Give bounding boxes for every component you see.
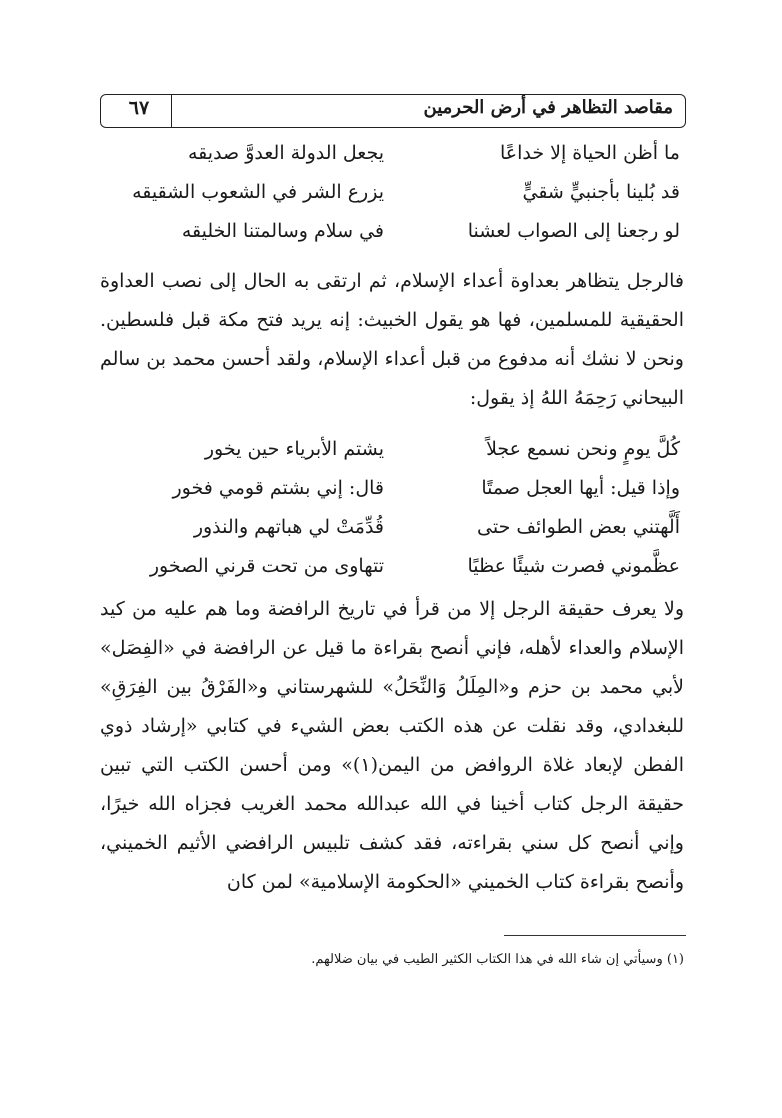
- header-divider: [171, 95, 172, 127]
- poem-block-1: [100, 134, 684, 251]
- verse: [100, 547, 684, 586]
- footnote: (١) وسيأتي إن شاء الله في هذا الكتاب الكثير الطيب في بيان ضلالهم.: [311, 952, 684, 967]
- hemistich-right: وإذا قيل: أيها العجل صمتًا: [481, 477, 680, 499]
- page-header: [100, 94, 686, 128]
- verse: [100, 430, 684, 469]
- page-number: ٦٧: [128, 97, 150, 119]
- verse: [100, 173, 684, 212]
- hemistich-right: عظَّموني فصرت شيئًا عظيًا: [467, 555, 680, 577]
- hemistich-right: ما أظن الحياة إلا خداعًا: [499, 142, 680, 164]
- hemistich-left: قُدِّمَتْ لي هباتهم والنذور: [193, 516, 384, 538]
- footnote-separator: [504, 935, 686, 936]
- hemistich-right: قد بُلينا بأجنبيٍّ شقيٍّ: [522, 181, 680, 203]
- verse: [100, 508, 684, 547]
- verse: [100, 134, 684, 173]
- hemistich-left: قال: إني بشتم قومي فخور: [172, 477, 384, 499]
- hemistich-right: أَلَّهتني بعض الطوائف حتى: [477, 516, 680, 538]
- paragraph-1: فالرجل يتظاهر بعداوة أعداء الإسلام، ثم ارتقى به الحال إلى نصب العداوة الحقيقية للمسلمين، فها هو يقول الخبيث: إنه يريد فتح مكة قبل فلسطين. ونحن لا نشك أنه مدفوع من قبل أعداء الإسلام، ولقد أحسن محمد بن سالم البيحاني رَحِمَهُ اللهُ إذ يقول:: [100, 270, 684, 409]
- hemistich-left: تتهاوى من تحت قرني الصخور: [149, 555, 384, 577]
- hemistich-left: يزرع الشر في الشعوب الشقيقه: [132, 181, 384, 203]
- hemistich-left: في سلام وسالمتنا الخليقه: [181, 220, 384, 242]
- paragraph-2: ولا يعرف حقيقة الرجل إلا من قرأ في تاريخ الرافضة وما هم عليه من كيد الإسلام والعداء لأهله، فإني أنصح بقراءة ما قيل عن الرافضة في «الفِصَل» لأبي محمد بن حزم و«المِلَلُ وَالنِّحَلُ» للشهرستاني و«الفَرْقُ بين الفِرَقِ» للبغدادي، وقد نقلت عن هذه الكتب بعض الشيء في كتابي «إرشاد ذوي الفطن لإبعاد غلاة الروافض من اليمن(١)» ومن أحسن الكتب التي تبين حقيقة الرجل كتاب أخينا في الله عبدالله محمد الغريب فجزاه الله خيرًا، وإني أنصح كل سني بقراءته، فقد كشف تلبيس الرافضي الأثيم الخميني، وأنصح بقراءة كتاب الخميني «الحكومة الإسلامية» لمن كان: [100, 598, 684, 893]
- hemistich-right: كُلَّ يومٍ ونحن نسمع عجلاً: [486, 438, 680, 460]
- hemistich-left: يجعل الدولة العدوَّ صديقه: [188, 142, 384, 164]
- hemistich-right: لو رجعنا إلى الصواب لعشنا: [467, 220, 680, 242]
- verse: [100, 469, 684, 508]
- hemistich-left: يشتم الأبرياء حين يخور: [204, 438, 384, 460]
- verse: [100, 212, 684, 251]
- poem-block-2: [100, 430, 684, 586]
- running-title: مقاصد التظاهر في أرض الحرمين: [423, 97, 673, 118]
